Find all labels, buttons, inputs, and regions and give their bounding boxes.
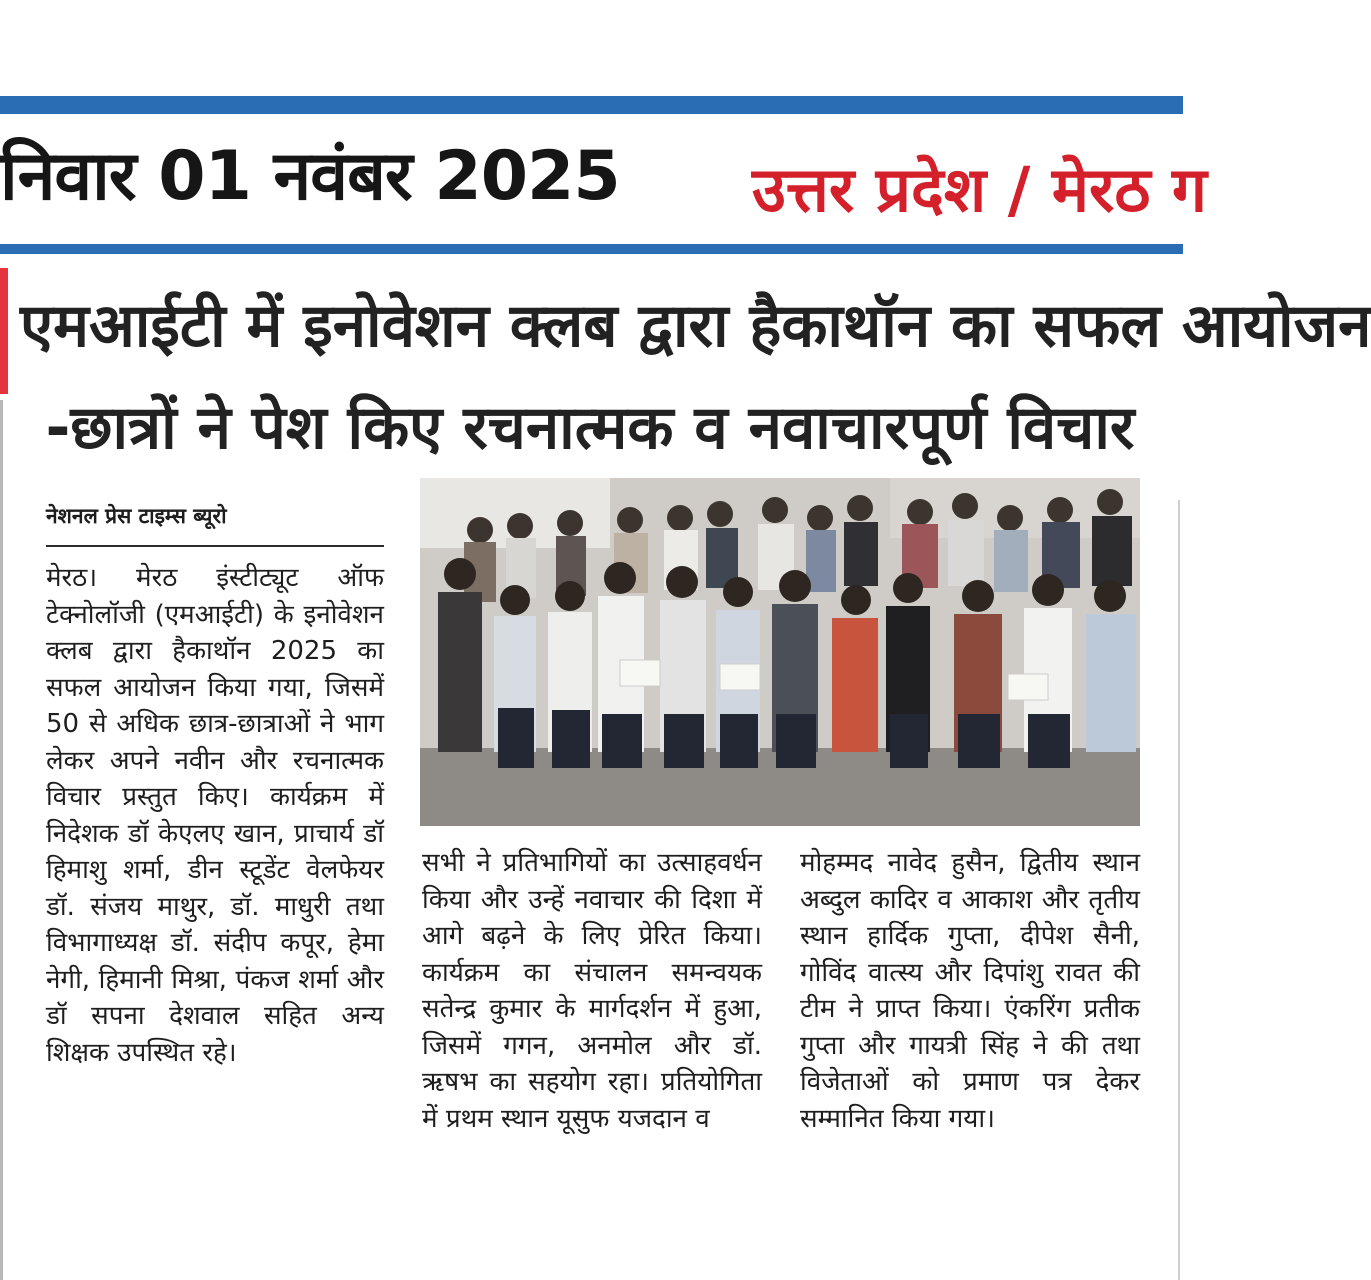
left-column-divider xyxy=(0,400,3,1280)
article-column-2: सभी ने प्रतिभागियों का उत्साहवर्धन किया और उन्हें नवाचार की दिशा में आगे बढ़ने के लिए प्रेरित किया। कार्यक्रम का संचालन समन्वयक सतेन्द्र कुमार के मार्गदर्शन में हुआ, जिसमें गगन, अनमोल और डॉ. ऋषभ का सहयोग रहा। प्रतियोगिता में प्रथम स्थान यूसुफ यजदान व xyxy=(422,848,762,1134)
masthead-date: निवार 01 नवंबर 2025 xyxy=(0,137,620,216)
byline: नेशनल प्रेस टाइम्स ब्यूरो xyxy=(46,504,227,528)
article-column-3: मोहम्मद नावेद हुसैन, द्वितीय स्थान अब्दुल कादिर व आकाश और तृतीय स्थान हार्दिक गुप्ता, दीपेश सैनी, गोविंद वात्स्य और दिपांशु रावत की टीम ने प्राप्त किया। एंकरिंग प्रतीक गुप्ता और गायत्री सिंह ने की तथा विजेताओं को प्रमाण पत्र देकर सम्मानित किया गया। xyxy=(800,848,1140,1134)
masthead-rule-bottom xyxy=(0,244,1183,254)
byline-rule xyxy=(46,545,384,547)
group-photo xyxy=(420,478,1140,826)
headline-main: एमआईटी में इनोवेशन क्लब द्वारा हैकाथॉन का सफल आयोजन xyxy=(20,291,1371,361)
masthead-region: उत्तर प्रदेश / मेरठ ग xyxy=(752,153,1207,226)
side-accent-bar xyxy=(0,268,8,394)
masthead-rule-top xyxy=(0,96,1183,114)
right-column-divider xyxy=(1178,500,1180,1280)
headline-sub: -छात्रों ने पेश किए रचनात्मक व नवाचारपूर्ण विचार xyxy=(45,393,1135,463)
top-margin xyxy=(0,0,1183,96)
article-column-1: मेरठ। मेरठ इंस्टीट्यूट ऑफ टेक्नोलॉजी (एमआईटी) के इनोवेशन क्लब द्वारा हैकाथॉन 2025 का सफल आयोजन किया गया, जिसमें 50 से अधिक छात्र-छात्राओं ने भाग लेकर अपने नवीन और रचनात्मक विचार प्रस्तुत किए। कार्यक्रम में निदेशक डॉ केएलए खान, प्राचार्य डॉ हिमाशु शर्मा, डीन स्टूडेंट वेलफेयर डॉ. संजय माथुर, डॉ. माधुरी तथा विभागाध्यक्ष डॉ. संदीप कपूर, हेमा नेगी, हिमानी मिश्रा, पंकज शर्मा और डॉ सपना देशवाल सहित अन्य शिक्षक उपस्थित रहे। xyxy=(46,563,384,1068)
